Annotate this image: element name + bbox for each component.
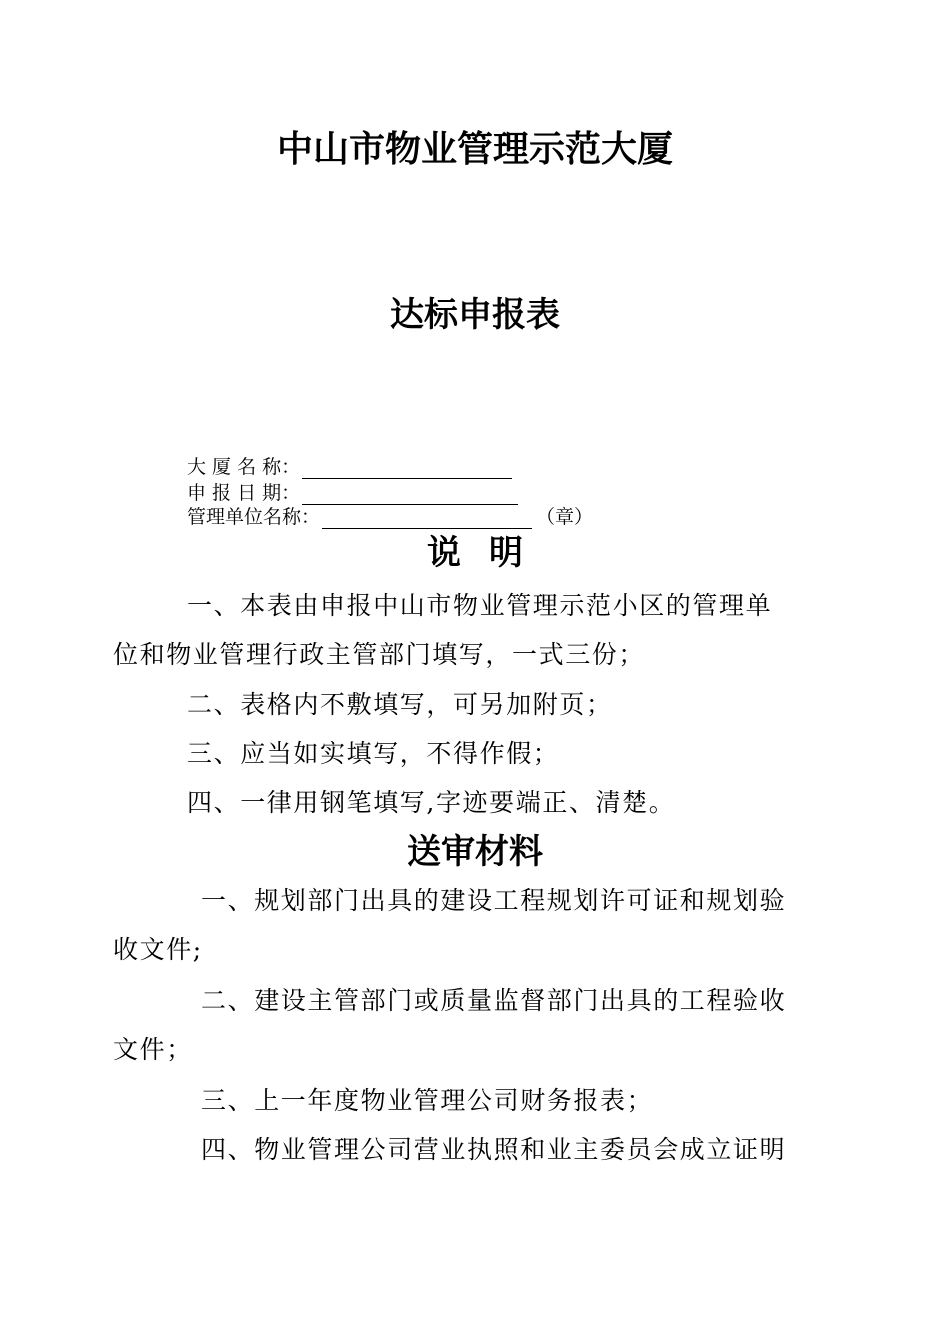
material-item-1-line-1: 一、规划部门出具的建设工程规划许可证和规划验 [201,886,787,915]
report-date-field [187,481,518,505]
note-item-1-line-1: 一、本表由申报中山市物业管理示范小区的管理单 [187,591,773,620]
material-item-2-line-1: 二、建设主管部门或质量监督部门出具的工程验收 [201,986,787,1015]
note-item-2 [113,680,838,729]
building-name-field [187,455,512,479]
materials-heading: 送审材料 [407,832,543,872]
note-item-1 [113,581,838,679]
note-item-1-line-2: 位和物业管理行政主管部门填写，一式三份； [113,640,646,669]
management-unit-label: 管理单位名称： [187,506,321,528]
building-name-label: 大 厦 名 称： [187,456,301,478]
notes-heading-right: 明 [489,533,523,573]
document-subtitle: 达标申报表 [390,295,560,335]
note-item-2-text: 二、表格内不敷填写，可另加附页； [187,690,613,719]
document-title: 中山市物业管理示范大厦 [276,129,673,170]
note-item-4-text: 四、一律用钢笔填写,字迹要端正、清楚。 [187,788,676,817]
management-unit-field [187,505,593,529]
note-item-4 [113,778,838,827]
building-name-blank [302,460,512,479]
material-item-2 [113,976,838,1074]
material-item-4-text: 四、物业管理公司营业执照和业主委员会成立证明 [201,1135,787,1164]
management-unit-blank [322,510,532,529]
notes-heading [0,531,950,575]
seal-note: （章） [536,506,594,528]
material-item-1-line-2: 收文件; [113,935,203,964]
material-item-3 [113,1076,838,1125]
material-item-4 [113,1125,838,1174]
note-item-3 [113,729,838,778]
material-item-2-line-2: 文件； [113,1035,193,1064]
notes-heading-left: 说 [427,533,461,573]
material-item-3-text: 三、上一年度物业管理公司财务报表； [201,1086,654,1115]
note-item-3-text: 三、应当如实填写，不得作假； [187,739,560,768]
material-item-1 [113,876,838,974]
report-date-blank [302,486,518,505]
report-date-label: 申 报 日 期： [187,482,301,504]
